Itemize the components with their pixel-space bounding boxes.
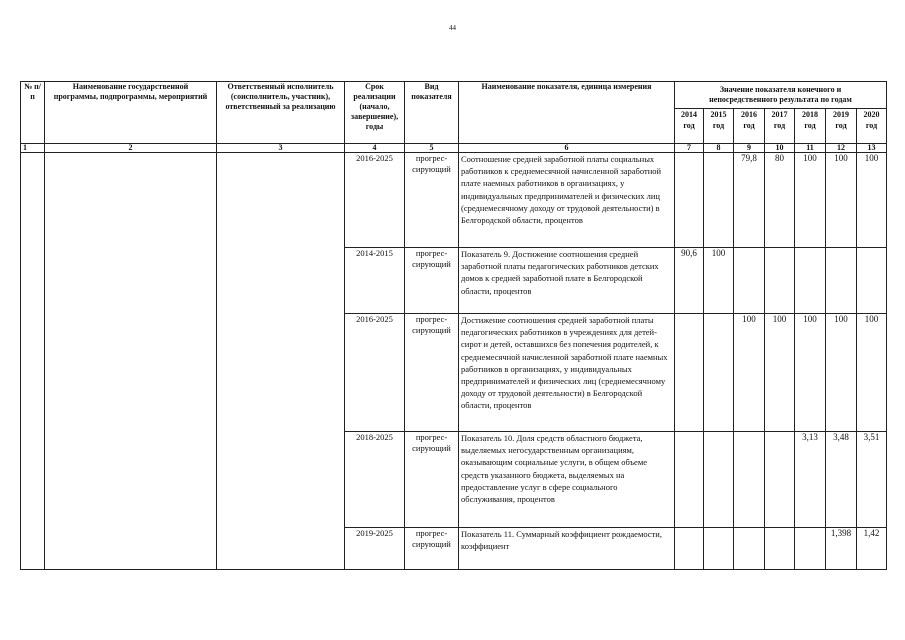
value-cell-2014 — [675, 432, 704, 528]
column-number-4: 4 — [345, 144, 405, 153]
header-year-value: 2014 — [681, 110, 697, 119]
header-year-unit: год — [712, 121, 725, 130]
header-year-5 — [826, 109, 857, 144]
indicator-type-cell: прогрес-сирующий — [405, 432, 459, 528]
header-col-values: Значение показателя конечного и непосредственного результата по годам — [675, 82, 887, 109]
header-year-unit: год — [804, 121, 816, 130]
header-year-unit: год — [683, 121, 695, 130]
header-col-program: Наименование государственной программы, подпрограммы, мероприятий — [45, 82, 217, 144]
header-col-indicator: Наименование показателя, единица измерения — [459, 82, 675, 144]
indicator-name-cell: Достижение соотношения средней заработной платы педагогических работников в учреждениях для детей-сирот и детей, оставшихся без попечения родителей, к среднемесячной начисленной заработной плате наемных работников в организациях, у индивидуальных предпринимателей и физических лиц (среднемесячному доходу от трудовой деятельности) в Белгородской области, процентов — [459, 314, 675, 432]
header-year-3 — [765, 109, 795, 144]
column-number-7: 7 — [675, 144, 704, 153]
column-number-10: 10 — [765, 144, 795, 153]
value-cell-2019 — [826, 248, 857, 314]
value-cell-2020: 100 — [857, 314, 887, 432]
indicator-type-cell: прогрес-сирующий — [405, 314, 459, 432]
column-number-11: 11 — [795, 144, 826, 153]
column-number-12: 12 — [826, 144, 857, 153]
header-year-2 — [734, 109, 765, 144]
table-row — [21, 153, 887, 248]
period-cell: 2018-2025 — [345, 432, 405, 528]
column-number-13: 13 — [857, 144, 887, 153]
header-year-6 — [857, 109, 887, 144]
period-cell: 2016-2025 — [345, 153, 405, 248]
header-col-responsible: Ответственный исполнитель (соисполнитель, участник), ответственный за реализацию — [217, 82, 345, 144]
value-cell-2019: 1,398 — [826, 528, 857, 570]
indicator-name-cell: Соотношение средней заработной платы социальных работников к среднемесячной начисленной заработной плате наемных работников в организациях, у индивидуальных предпринимателей и физических лиц (среднемесячному доходу от трудовой деятельности) в Белгородской области, процентов — [459, 153, 675, 248]
indicators-table — [20, 81, 887, 570]
value-cell-2017 — [765, 248, 795, 314]
value-cell-2020: 1,42 — [857, 528, 887, 570]
value-cell-2014 — [675, 314, 704, 432]
indicator-name-cell: Показатель 10. Доля средств областного бюджета, выделяемых негосударственным организациям, оказывающим социальные услуги, в общем объеме средств указанного бюджета, выделяемых на предоставление услуг в сфере социального обслуживания, процентов — [459, 432, 675, 528]
indicator-type-cell: прогрес-сирующий — [405, 528, 459, 570]
header-year-unit: год — [835, 121, 847, 130]
value-cell-2015 — [704, 528, 734, 570]
value-cell-2019: 100 — [826, 314, 857, 432]
value-cell-2016 — [734, 528, 765, 570]
value-cell-2016 — [734, 248, 765, 314]
header-year-value: 2015 — [710, 110, 727, 119]
header-year-unit: год — [743, 121, 755, 130]
value-cell-2016: 100 — [734, 314, 765, 432]
value-cell-2020: 3,51 — [857, 432, 887, 528]
header-year-unit: год — [773, 121, 786, 130]
indicator-name-cell: Показатель 11. Суммарный коэффициент рождаемости, коэффициент — [459, 528, 675, 570]
value-cell-2016 — [734, 432, 765, 528]
period-cell: 2014-2015 — [345, 248, 405, 314]
header-year-value: 2018 — [802, 110, 818, 119]
value-cell-2016: 79,8 — [734, 153, 765, 248]
empty-program-cell — [45, 153, 217, 570]
column-number-5: 5 — [405, 144, 459, 153]
column-number-9: 9 — [734, 144, 765, 153]
value-cell-2014 — [675, 153, 704, 248]
header-year-unit: год — [865, 121, 878, 130]
header-year-value: 2019 — [833, 110, 849, 119]
column-number-6: 6 — [459, 144, 675, 153]
column-number-2: 2 — [45, 144, 217, 153]
header-year-value: 2017 — [771, 110, 788, 119]
indicator-type-cell: прогрес-сирующий — [405, 248, 459, 314]
header-col-no: № п/п — [21, 82, 45, 144]
value-cell-2014 — [675, 528, 704, 570]
value-cell-2015 — [704, 314, 734, 432]
indicator-name-cell: Показатель 9. Достижение соотношения средней заработной платы педагогических работников детских домов к средней заработной плате в Белгородской области, процентов — [459, 248, 675, 314]
value-cell-2015: 100 — [704, 248, 734, 314]
value-cell-2018 — [795, 248, 826, 314]
column-number-8: 8 — [704, 144, 734, 153]
value-cell-2017: 100 — [765, 314, 795, 432]
value-cell-2019: 100 — [826, 153, 857, 248]
column-number-1: 1 — [21, 144, 45, 153]
page-number: 44 — [449, 24, 456, 32]
header-year-4 — [795, 109, 826, 144]
value-cell-2020: 100 — [857, 153, 887, 248]
value-cell-2018 — [795, 528, 826, 570]
value-cell-2017: 80 — [765, 153, 795, 248]
value-cell-2020 — [857, 248, 887, 314]
header-year-0 — [675, 109, 704, 144]
column-number-3: 3 — [217, 144, 345, 153]
empty-no-cell — [21, 153, 45, 570]
indicator-type-cell: прогрес-сирующий — [405, 153, 459, 248]
empty-responsible-cell — [217, 153, 345, 570]
header-col-period: Срок реализации (начало, завершение), годы — [345, 82, 405, 144]
period-cell: 2019-2025 — [345, 528, 405, 570]
header-year-1 — [704, 109, 734, 144]
header-year-value: 2016 — [741, 110, 757, 119]
value-cell-2017 — [765, 528, 795, 570]
value-cell-2018: 100 — [795, 314, 826, 432]
value-cell-2015 — [704, 432, 734, 528]
value-cell-2015 — [704, 153, 734, 248]
header-year-value: 2020 — [863, 110, 880, 119]
value-cell-2014: 90,6 — [675, 248, 704, 314]
value-cell-2018: 3,13 — [795, 432, 826, 528]
header-col-type: Вид показателя — [405, 82, 459, 144]
value-cell-2018: 100 — [795, 153, 826, 248]
value-cell-2017 — [765, 432, 795, 528]
value-cell-2019: 3,48 — [826, 432, 857, 528]
period-cell: 2016-2025 — [345, 314, 405, 432]
